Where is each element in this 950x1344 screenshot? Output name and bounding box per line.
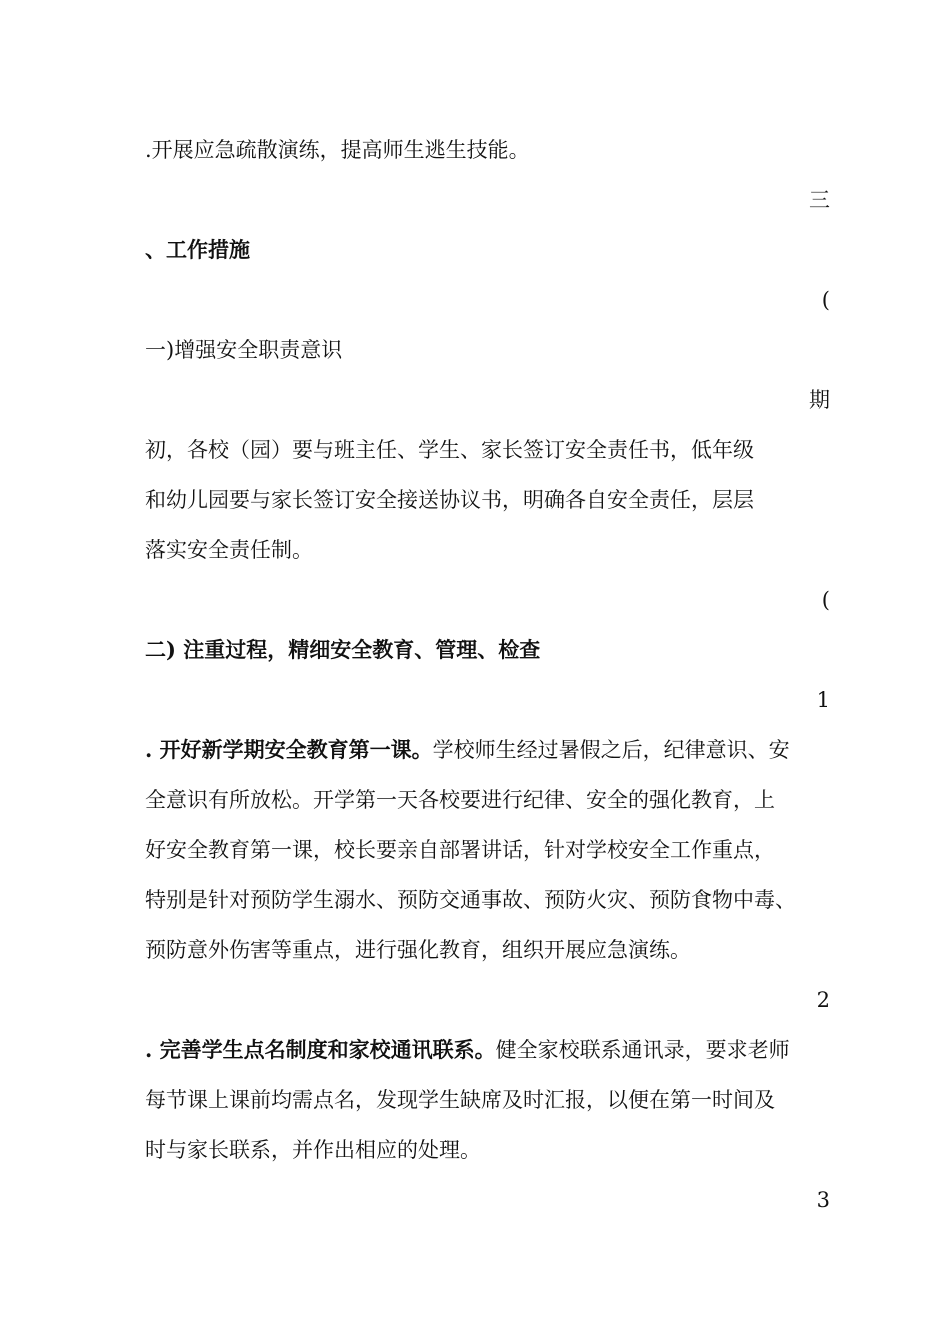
item1-line: 好安全教育第一课，校长要亲自部署讲话，针对学校安全工作重点， (145, 838, 775, 862)
sub1-title: 一)增强安全职责意识 (145, 338, 343, 362)
section3-marker: 三 (809, 188, 830, 212)
item1-line: 全意识有所放松。开学第一天各校要进行纪律、安全的强化教育，上 (145, 788, 775, 812)
goal-line: .开展应急疏散演练，提高师生逃生技能。 (145, 138, 530, 162)
item1-line: 特别是针对预防学生溺水、预防交通事故、预防火灾、预防食物中毒、 (145, 888, 796, 912)
section3-title: 、工作措施 (145, 237, 250, 262)
para1-marker: 期 (809, 388, 830, 412)
sub2-title: 二) 注重过程，精细安全教育、管理、检查 (145, 637, 541, 662)
item1-first-line (145, 725, 825, 775)
para1-line: 初，各校（园）要与班主任、学生、家长签订安全责任书，低年级 (145, 438, 754, 462)
sub1-marker: ( (821, 288, 830, 312)
item1-line: 预防意外伤害等重点，进行强化教育，组织开展应急演练。 (145, 938, 691, 962)
para1-line: 落实安全责任制。 (145, 538, 313, 562)
para1-line: 和幼儿园要与家长签订安全接送协议书，明确各自安全责任，层层 (145, 488, 754, 512)
item1-first-rest: 学校师生经过暑假之后，纪律意识、安 (432, 738, 790, 762)
sub2-marker: ( (821, 588, 830, 612)
item1-marker: 1 (816, 688, 830, 712)
item2-line: 时与家长联系，并作出相应的处理。 (145, 1138, 481, 1162)
item1-heading: . 开好新学期安全教育第一课。 (145, 737, 433, 762)
item2-marker: 2 (816, 988, 830, 1012)
item3-marker: 3 (816, 1188, 830, 1212)
item2-first-rest: 健全家校联系通讯录，要求老师 (495, 1038, 790, 1062)
item2-line: 每节课上课前均需点名，发现学生缺席及时汇报，以便在第一时间及 (145, 1088, 775, 1112)
item2-heading: . 完善学生点名制度和家校通讯联系。 (145, 1037, 496, 1062)
item2-first-line (145, 1025, 825, 1075)
